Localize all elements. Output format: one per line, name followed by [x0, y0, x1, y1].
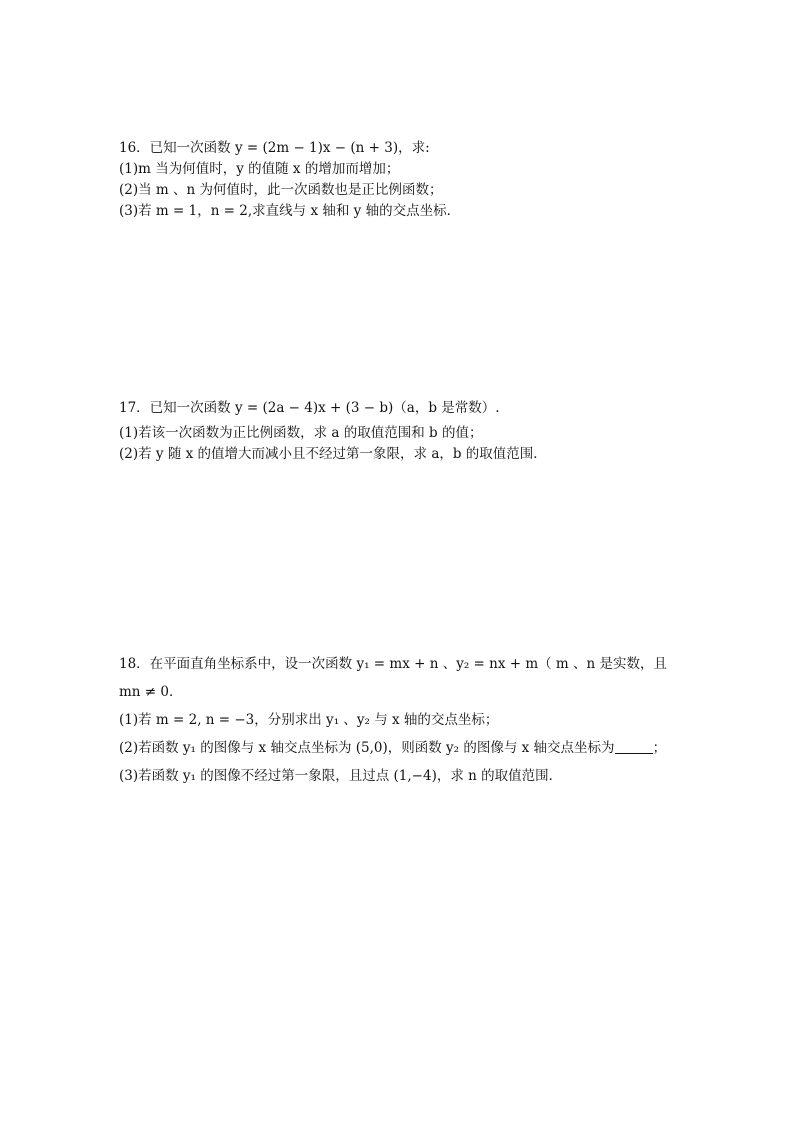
problem-16 [119, 138, 679, 222]
problem-18-part-2-text: (2)若函数 y₁ 的图像与 x 轴交点坐标为 (5,0)，则函数 y₂ 的图像与 x 轴交点坐标为 [119, 740, 615, 756]
problem-16-part-1: (1)m 当为何值时，y 的值随 x 的增加而增加； [119, 161, 400, 177]
problem-16-statement: 16．已知一次函数 y = (2m − 1)x − (n + 3)，求: [119, 140, 430, 156]
answer-blank[interactable] [615, 739, 653, 754]
problem-18 [119, 650, 679, 790]
problem-18-statement: 18．在平面直角坐标系中，设一次函数 y₁ = mx + n 、y₂ = nx + m（ m 、n 是实数，且 [119, 656, 668, 672]
problem-18-part-2-end: ； [652, 740, 667, 756]
problem-16-part-3: (3)若 m = 1，n = 2,求直线与 x 轴和 y 轴的交点坐标． [119, 203, 461, 219]
problem-18-part-2 [119, 734, 679, 762]
problem-18-part-1: (1)若 m = 2, n = −3，分别求出 y₁ 、y₂ 与 x 轴的交点坐标； [119, 712, 499, 728]
problem-17 [119, 398, 679, 465]
problem-17-part-2: (2)若 y 随 x 的值增大而减小且不经过第一象限，求 a，b 的取值范围． [119, 446, 547, 462]
problem-17-part-1: (1)若该一次函数为正比例函数，求 a 的取值范围和 b 的值； [119, 425, 483, 441]
problem-18-statement-cont: mn ≠ 0． [119, 684, 183, 700]
problem-18-part-3: (3)若函数 y₁ 的图像不经过第一象限，且过点 (1,−4)，求 n 的取值范围． [119, 768, 563, 784]
problem-16-part-2: (2)当 m 、n 为何值时，此一次函数也是正比例函数； [119, 182, 443, 198]
problem-17-statement: 17．已知一次函数 y = (2a − 4)x + (3 − b)（a，b 是常数）. [119, 400, 500, 416]
